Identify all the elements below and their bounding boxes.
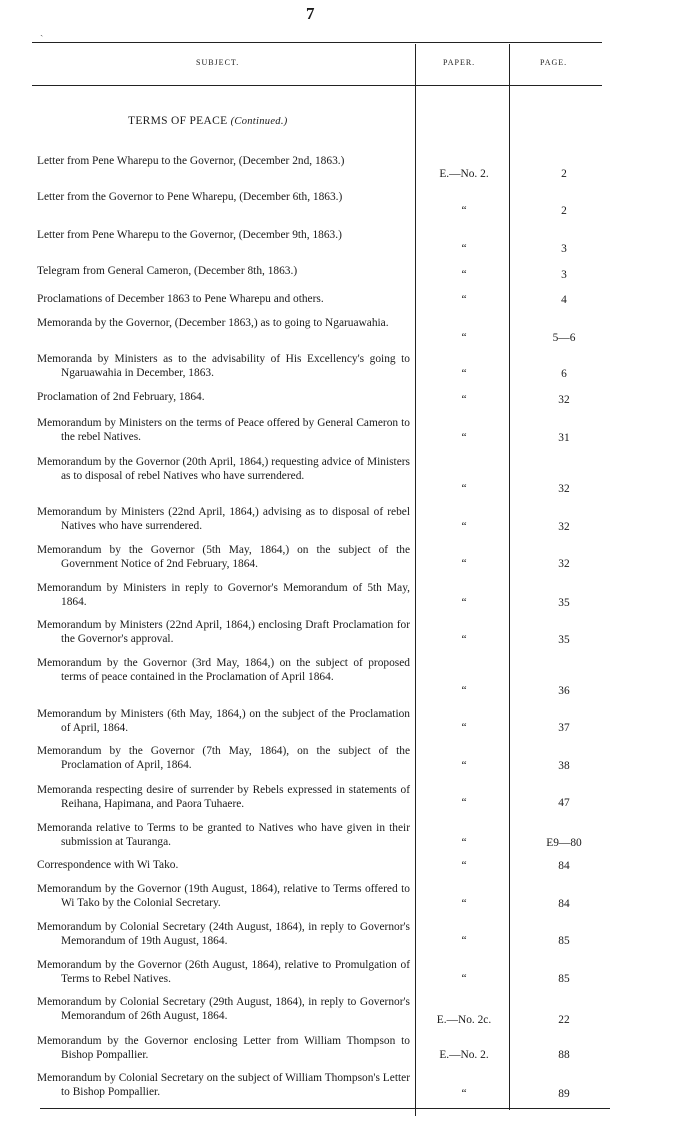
entry-paper: “ xyxy=(461,394,467,406)
entry-paper: “ xyxy=(461,521,467,533)
section-title xyxy=(128,115,288,127)
entry-text: Memorandum by the Governor enclosing Letter from William Thompson to Bishop Pompallier. xyxy=(37,1035,410,1061)
section-title-text: TERMS OF PEACE xyxy=(128,115,228,127)
entry-text: Proclamation of 2nd February, 1864. xyxy=(37,391,205,403)
entry-subject xyxy=(37,707,410,735)
entry-paper: “ xyxy=(461,597,467,609)
entry-paper: “ xyxy=(461,973,467,985)
top-rule xyxy=(32,42,602,43)
entry-subject xyxy=(37,920,410,948)
entry-subject xyxy=(37,316,410,330)
entry-page: 85 xyxy=(558,935,570,947)
entry-page: 6 xyxy=(561,368,567,380)
entry-page: 2 xyxy=(561,205,567,217)
entry-paper: “ xyxy=(461,243,467,255)
entry-paper: “ xyxy=(461,935,467,947)
entry-text: Memoranda relative to Terms to be granted to Natives who have given in their submission at Tauranga. xyxy=(37,822,410,848)
entry-paper: E.—No. 2. xyxy=(439,168,489,180)
entry-text: Memorandum by Colonial Secretary on the subject of William Thompson's Letter to Bishop Pompallier. xyxy=(37,1072,410,1098)
page-column-header: PAGE. xyxy=(540,58,568,67)
entry-text: Correspondence with Wi Tako. xyxy=(37,859,179,871)
entry-subject xyxy=(37,581,410,609)
entry-subject xyxy=(37,618,410,646)
entry-paper: “ xyxy=(461,205,467,217)
entry-page: 84 xyxy=(558,860,570,872)
section-continued: (Continued.) xyxy=(230,116,288,127)
entry-subject xyxy=(37,1071,410,1099)
entry-page: 3 xyxy=(561,269,567,281)
entry-page: 32 xyxy=(558,483,570,495)
entry-text: Memorandum by Ministers on the terms of Peace offered by General Cameron to the rebel Natives. xyxy=(37,417,410,443)
entry-text: Memorandum by Colonial Secretary (24th August, 1864), in reply to Governor's Memorandum of 19th August, 1864. xyxy=(37,921,410,947)
entry-paper: “ xyxy=(461,332,467,344)
entry-subject xyxy=(37,352,410,380)
entry-subject xyxy=(37,1034,410,1062)
entry-text: Letter from Pene Wharepu to the Governor, (December 9th, 1863.) xyxy=(37,229,342,241)
entry-text: Memorandum by Ministers (22nd April, 1864,) advising as to disposal of rebel Natives who have surrendered. xyxy=(37,506,410,532)
entry-subject xyxy=(37,292,410,306)
entry-paper: “ xyxy=(461,483,467,495)
entry-subject xyxy=(37,821,410,849)
entry-subject xyxy=(37,656,410,684)
entry-page: 89 xyxy=(558,1088,570,1100)
entry-paper: “ xyxy=(461,760,467,772)
entry-page: 32 xyxy=(558,521,570,533)
entry-text: Letter from Pene Wharepu to the Governor, (December 2nd, 1863.) xyxy=(37,155,345,167)
entry-page: 2 xyxy=(561,168,567,180)
entry-subject xyxy=(37,505,410,533)
page-number: 7 xyxy=(306,4,315,23)
entry-paper: “ xyxy=(461,722,467,734)
entry-text: Memorandum by Ministers (22nd April, 1864,) enclosing Draft Proclamation for the Governor's approval. xyxy=(37,619,410,645)
entry-text: Letter from the Governor to Pene Wharepu, (December 6th, 1863.) xyxy=(37,191,343,203)
entry-page: 31 xyxy=(558,432,570,444)
entry-paper: “ xyxy=(461,685,467,697)
entry-paper: “ xyxy=(461,860,467,872)
entry-paper: “ xyxy=(461,898,467,910)
entry-subject xyxy=(37,455,410,483)
entry-subject xyxy=(37,958,410,986)
entry-page: 38 xyxy=(558,760,570,772)
entry-subject xyxy=(37,858,410,872)
entry-subject xyxy=(37,228,410,242)
entry-subject xyxy=(37,154,410,168)
entry-subject xyxy=(37,543,410,571)
paper-column-header: PAPER. xyxy=(443,58,476,67)
entry-text: Memorandum by Ministers (6th May, 1864,) on the subject of the Proclamation of April, 1864. xyxy=(37,708,410,734)
entry-paper: “ xyxy=(461,558,467,570)
entry-page: 32 xyxy=(558,558,570,570)
entry-subject xyxy=(37,190,410,204)
entry-page: 85 xyxy=(558,973,570,985)
entry-subject xyxy=(37,995,410,1023)
entry-subject xyxy=(37,416,410,444)
header-rule xyxy=(32,85,602,86)
entry-paper: “ xyxy=(461,1088,467,1100)
entry-text: Memorandum by the Governor (7th May, 1864), on the subject of the Proclamation of April, 1864. xyxy=(37,745,410,771)
entry-text: Memorandum by the Governor (26th August, 1864), relative to Promulgation of Terms to Rebel Natives. xyxy=(37,959,410,985)
entry-text: Memorandum by Colonial Secretary (29th August, 1864), in reply to Governor's Memorandum of 26th August, 1864. xyxy=(37,996,410,1022)
entry-paper: “ xyxy=(461,294,467,306)
entry-paper: “ xyxy=(461,269,467,281)
entry-text: Telegram from General Cameron, (December 8th, 1863.) xyxy=(37,265,298,277)
entry-text: Memoranda by the Governor, (December 1863,) as to going to Ngaruawahia. xyxy=(37,317,389,329)
entry-page: 3 xyxy=(561,243,567,255)
entry-paper: E.—No. 2c. xyxy=(436,1014,492,1026)
entry-text: Memoranda respecting desire of surrender by Rebels expressed in statements of Reihana, Hapimana, and Paora Tuhaere. xyxy=(37,784,410,810)
subject-column-header: SUBJECT. xyxy=(196,58,240,67)
entry-page: 36 xyxy=(558,685,570,697)
entry-subject xyxy=(37,882,410,910)
entry-paper: “ xyxy=(461,368,467,380)
entry-text: Proclamations of December 1863 to Pene Wharepu and others. xyxy=(37,293,324,305)
column-divider-paper-page xyxy=(509,44,510,1110)
entry-paper: “ xyxy=(461,797,467,809)
entry-page: 22 xyxy=(558,1014,570,1026)
bottom-rule xyxy=(40,1108,610,1109)
entry-page: 88 xyxy=(558,1049,570,1061)
entry-page: 32 xyxy=(558,394,570,406)
entry-text: Memorandum by the Governor (20th April, 1864,) requesting advice of Ministers as to disposal of rebel Natives who have surrendered. xyxy=(37,456,410,482)
entry-page: 84 xyxy=(558,898,570,910)
entry-subject xyxy=(37,783,410,811)
entry-paper: “ xyxy=(461,634,467,646)
entry-paper: “ xyxy=(461,837,467,849)
entry-text: Memoranda by Ministers as to the advisability of His Excellency's going to Ngaruawahia in December, 1863. xyxy=(37,353,410,379)
entry-paper: “ xyxy=(461,432,467,444)
entry-subject xyxy=(37,744,410,772)
entry-text: Memorandum by the Governor (3rd May, 1864,) on the subject of proposed terms of peace contained in the Proclamation of April 1864. xyxy=(37,657,410,683)
entry-text: Memorandum by the Governor (5th May, 1864,) on the subject of the Government Notice of 2nd February, 1864. xyxy=(37,544,410,570)
column-divider-subject-paper xyxy=(415,44,416,1116)
entry-text: Memorandum by the Governor (19th August, 1864), relative to Terms offered to Wi Tako by the Colonial Secretary. xyxy=(37,883,410,909)
entry-page: 4 xyxy=(561,294,567,306)
entry-subject xyxy=(37,264,410,278)
entry-subject xyxy=(37,390,410,404)
stray-mark: ˎ xyxy=(40,26,44,37)
entry-page: 35 xyxy=(558,597,570,609)
entry-page: 35 xyxy=(558,634,570,646)
entry-page: E9—80 xyxy=(546,837,582,849)
entry-page: 37 xyxy=(558,722,570,734)
entry-paper: E.—No. 2. xyxy=(439,1049,489,1061)
entry-page: 47 xyxy=(558,797,570,809)
entry-text: Memorandum by Ministers in reply to Governor's Memorandum of 5th May, 1864. xyxy=(37,582,410,608)
entry-page: 5—6 xyxy=(552,332,576,344)
